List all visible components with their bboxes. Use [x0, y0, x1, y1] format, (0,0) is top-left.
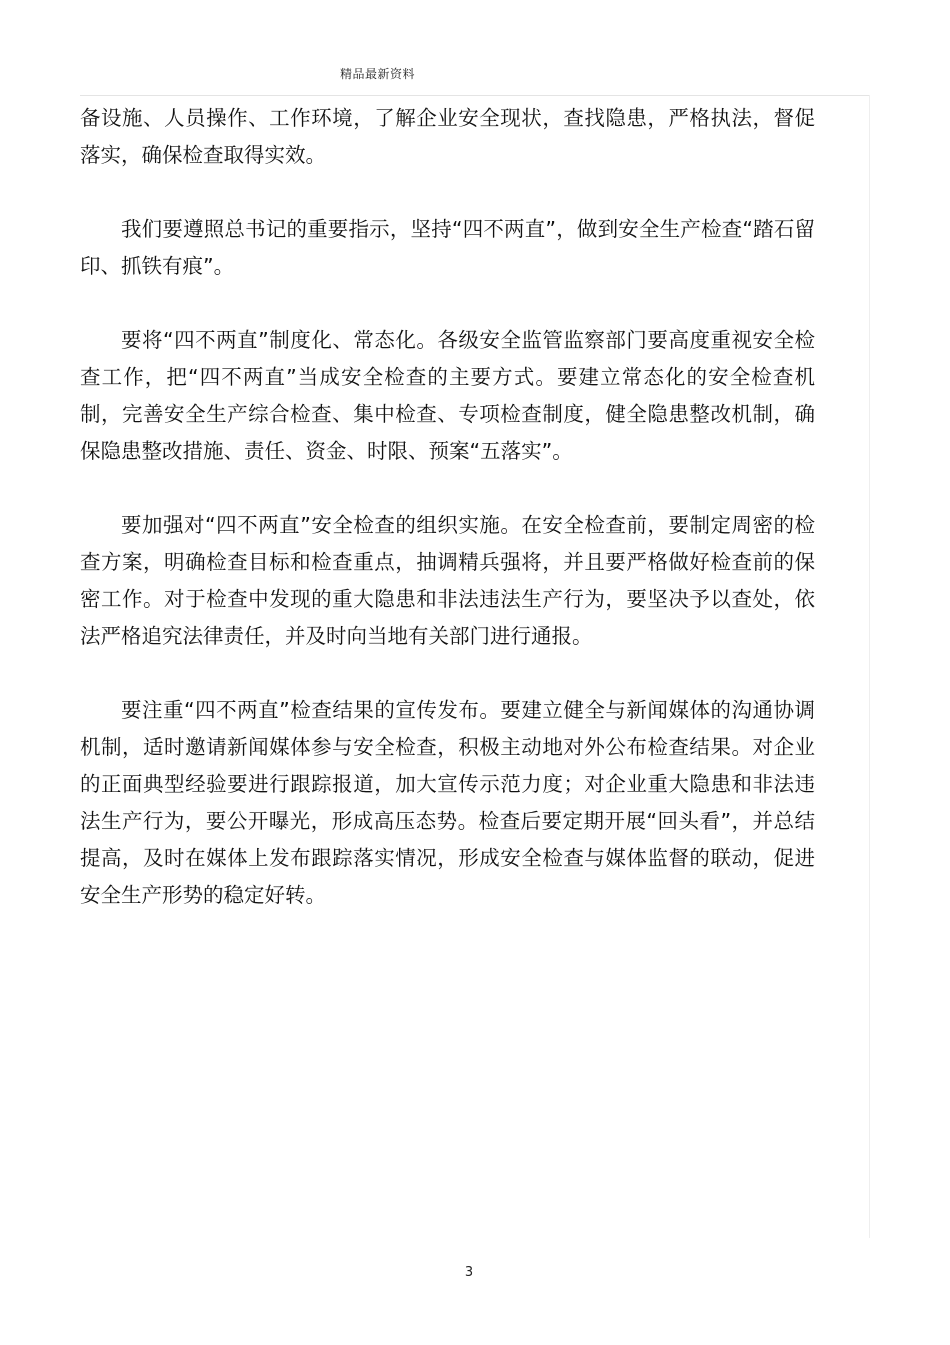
paragraph-5: 要注重“四不两直”检查结果的宣传发布。要建立健全与新闻媒体的沟通协调机制，适时邀请新闻媒体参与安全检查，积极主动地对外公布检查结果。对企业的正面典型经验要进行跟踪报道，加大宣传示范力度；对企业重大隐患和非法违法生产行为，要公开曝光，形成高压态势。检查后要定期开展“回头看”，并总结提高，及时在媒体上发布跟踪落实情况，形成安全检查与媒体监督的联动，促进安全生产形势的稳定好转。 [80, 698, 815, 907]
page-number: 3 [464, 1265, 474, 1280]
paragraph-3: 要将“四不两直”制度化、常态化。各级安全监管监察部门要高度重视安全检查工作，把“四不两直”当成安全检查的主要方式。要建立常态化的安全检查机制，完善安全生产综合检查、集中检查、专项检查制度，健全隐患整改机制，确保隐患整改措施、责任、资金、时限、预案“五落实”。 [80, 328, 815, 463]
right-margin-line [869, 95, 870, 1238]
paragraph-4: 要加强对“四不两直”安全检查的组织实施。在安全检查前，要制定周密的检查方案，明确检查目标和检查重点，抽调精兵强将，并且要严格做好检查前的保密工作。对于检查中发现的重大隐患和非法违法生产行为，要坚决予以查处，依法严格追究法律责任，并及时向当地有关部门进行通报。 [80, 513, 815, 648]
header-divider [80, 95, 870, 96]
document-body [80, 100, 815, 914]
paragraph-2: 我们要遵照总书记的重要指示，坚持“四不两直”，做到安全生产检查“踏石留印、抓铁有痕”。 [80, 217, 815, 278]
paragraph-1: 备设施、人员操作、工作环境，了解企业安全现状，查找隐患，严格执法，督促落实，确保检查取得实效。 [80, 106, 815, 167]
page-header-title: 精品最新资料 [340, 67, 416, 81]
